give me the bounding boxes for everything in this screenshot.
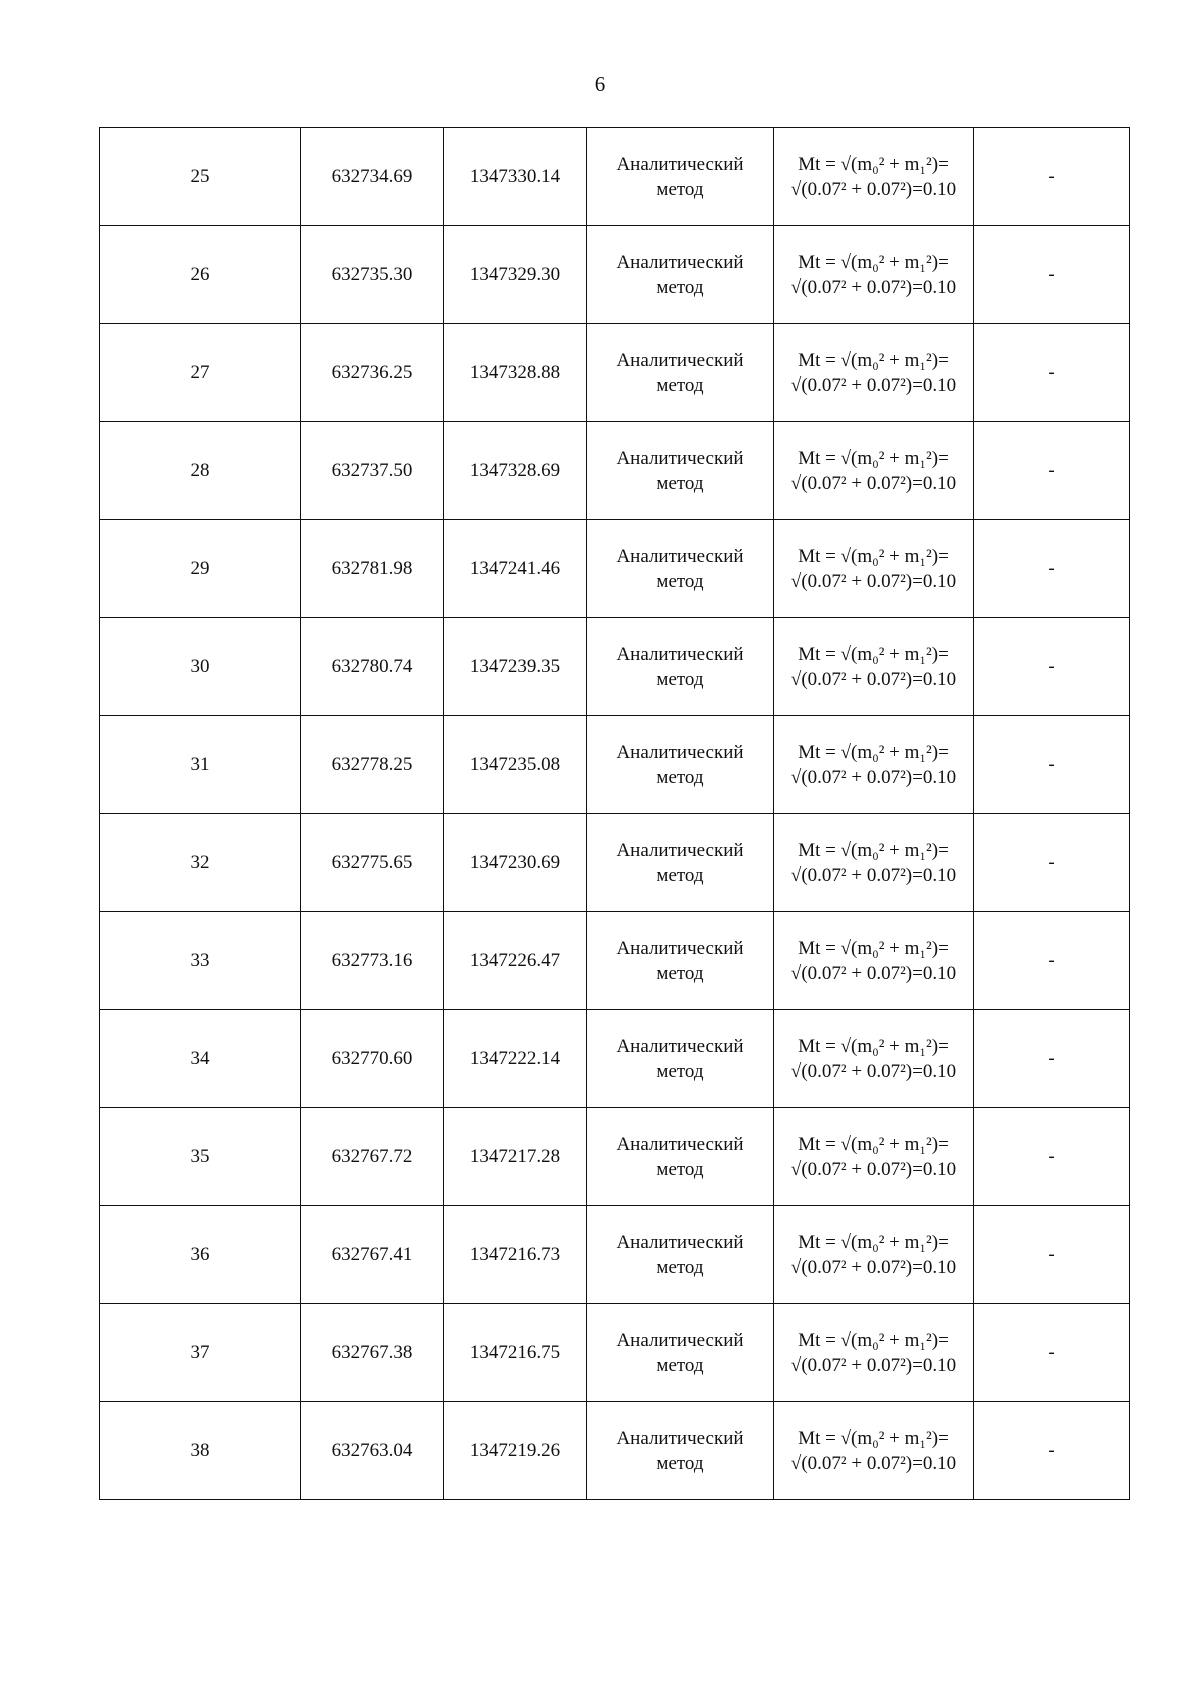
- point-number-cell: 33: [100, 912, 301, 1010]
- accuracy-formula-cell: [774, 1206, 974, 1304]
- formula-line-2: √(0.07² + 0.07²)=0.10: [790, 668, 957, 690]
- x-coordinate-cell: 632734.69: [301, 128, 444, 226]
- method-line-2: метод: [656, 962, 704, 984]
- page-number: 6: [594, 72, 606, 96]
- method-cell: [587, 1206, 774, 1304]
- y-coordinate-cell: 1347328.69: [444, 422, 587, 520]
- formula-line-2: √(0.07² + 0.07²)=0.10: [790, 864, 957, 886]
- method-line-1: Аналитический: [616, 937, 744, 959]
- table-row: [100, 1206, 1130, 1304]
- x-coordinate-cell: 632736.25: [301, 324, 444, 422]
- accuracy-formula-cell: [774, 128, 974, 226]
- x-coordinate-cell: 632778.25: [301, 716, 444, 814]
- table-row: [100, 912, 1130, 1010]
- table-row: [100, 422, 1130, 520]
- table-row: [100, 520, 1130, 618]
- method-line-2: метод: [656, 1060, 704, 1082]
- x-coordinate-cell: 632767.72: [301, 1108, 444, 1206]
- x-coordinate-cell: 632763.04: [301, 1402, 444, 1500]
- table-row: [100, 128, 1130, 226]
- point-number-cell: 30: [100, 618, 301, 716]
- accuracy-formula-cell: [774, 912, 974, 1010]
- accuracy-formula-cell: [774, 1304, 974, 1402]
- formula-line-2: √(0.07² + 0.07²)=0.10: [790, 178, 957, 200]
- formula-line-1: Mt = √(m₀² + m₁²)=: [798, 1329, 949, 1351]
- note-cell: -: [974, 814, 1130, 912]
- note-cell: -: [974, 1304, 1130, 1402]
- formula-line-1: Mt = √(m₀² + m₁²)=: [798, 251, 949, 273]
- note-cell: -: [974, 422, 1130, 520]
- x-coordinate-cell: 632780.74: [301, 618, 444, 716]
- method-line-2: метод: [656, 1452, 704, 1474]
- y-coordinate-cell: 1347216.75: [444, 1304, 587, 1402]
- formula-line-1: Mt = √(m₀² + m₁²)=: [798, 349, 949, 371]
- point-number-cell: 36: [100, 1206, 301, 1304]
- formula-line-1: Mt = √(m₀² + m₁²)=: [798, 1035, 949, 1057]
- y-coordinate-cell: 1347328.88: [444, 324, 587, 422]
- formula-line-1: Mt = √(m₀² + m₁²)=: [798, 643, 949, 665]
- formula-line-2: √(0.07² + 0.07²)=0.10: [790, 1060, 957, 1082]
- coordinates-table: [99, 127, 1130, 1500]
- point-number-cell: 31: [100, 716, 301, 814]
- table-row: [100, 1402, 1130, 1500]
- formula-line-1: Mt = √(m₀² + m₁²)=: [798, 545, 949, 567]
- formula-line-2: √(0.07² + 0.07²)=0.10: [790, 276, 957, 298]
- x-coordinate-cell: 632737.50: [301, 422, 444, 520]
- formula-line-2: √(0.07² + 0.07²)=0.10: [790, 374, 957, 396]
- method-line-2: метод: [656, 1256, 704, 1278]
- y-coordinate-cell: 1347235.08: [444, 716, 587, 814]
- point-number-cell: 28: [100, 422, 301, 520]
- method-line-2: метод: [656, 668, 704, 690]
- note-cell: -: [974, 128, 1130, 226]
- method-line-2: метод: [656, 864, 704, 886]
- method-line-2: метод: [656, 1354, 704, 1376]
- point-number-cell: 38: [100, 1402, 301, 1500]
- formula-line-1: Mt = √(m₀² + m₁²)=: [798, 153, 949, 175]
- method-cell: [587, 324, 774, 422]
- y-coordinate-cell: 1347222.14: [444, 1010, 587, 1108]
- accuracy-formula-cell: [774, 1402, 974, 1500]
- note-cell: -: [974, 1206, 1130, 1304]
- point-number-cell: 32: [100, 814, 301, 912]
- method-line-1: Аналитический: [616, 153, 744, 175]
- formula-line-1: Mt = √(m₀² + m₁²)=: [798, 1427, 949, 1449]
- table-row: [100, 1304, 1130, 1402]
- accuracy-formula-cell: [774, 422, 974, 520]
- method-line-1: Аналитический: [616, 251, 744, 273]
- formula-line-2: √(0.07² + 0.07²)=0.10: [790, 1354, 957, 1376]
- method-cell: [587, 1304, 774, 1402]
- point-number-cell: 26: [100, 226, 301, 324]
- table-row: [100, 1010, 1130, 1108]
- y-coordinate-cell: 1347226.47: [444, 912, 587, 1010]
- table-row: [100, 1108, 1130, 1206]
- method-cell: [587, 814, 774, 912]
- point-number-cell: 34: [100, 1010, 301, 1108]
- table-row: [100, 226, 1130, 324]
- method-line-2: метод: [656, 276, 704, 298]
- method-cell: [587, 1010, 774, 1108]
- x-coordinate-cell: 632735.30: [301, 226, 444, 324]
- point-number-cell: 37: [100, 1304, 301, 1402]
- accuracy-formula-cell: [774, 618, 974, 716]
- method-cell: [587, 520, 774, 618]
- method-line-1: Аналитический: [616, 1133, 744, 1155]
- accuracy-formula-cell: [774, 1108, 974, 1206]
- note-cell: -: [974, 1010, 1130, 1108]
- method-line-2: метод: [656, 374, 704, 396]
- method-line-2: метод: [656, 766, 704, 788]
- y-coordinate-cell: 1347330.14: [444, 128, 587, 226]
- y-coordinate-cell: 1347329.30: [444, 226, 587, 324]
- point-number-cell: 35: [100, 1108, 301, 1206]
- method-line-2: метод: [656, 178, 704, 200]
- method-cell: [587, 128, 774, 226]
- x-coordinate-cell: 632770.60: [301, 1010, 444, 1108]
- method-line-2: метод: [656, 570, 704, 592]
- formula-line-2: √(0.07² + 0.07²)=0.10: [790, 472, 957, 494]
- method-line-1: Аналитический: [616, 643, 744, 665]
- note-cell: -: [974, 912, 1130, 1010]
- x-coordinate-cell: 632767.41: [301, 1206, 444, 1304]
- accuracy-formula-cell: [774, 226, 974, 324]
- y-coordinate-cell: 1347241.46: [444, 520, 587, 618]
- accuracy-formula-cell: [774, 814, 974, 912]
- note-cell: -: [974, 520, 1130, 618]
- formula-line-1: Mt = √(m₀² + m₁²)=: [798, 1231, 949, 1253]
- note-cell: -: [974, 1108, 1130, 1206]
- accuracy-formula-cell: [774, 324, 974, 422]
- table-row: [100, 814, 1130, 912]
- formula-line-1: Mt = √(m₀² + m₁²)=: [798, 937, 949, 959]
- x-coordinate-cell: 632773.16: [301, 912, 444, 1010]
- formula-line-1: Mt = √(m₀² + m₁²)=: [798, 741, 949, 763]
- table-row: [100, 618, 1130, 716]
- x-coordinate-cell: 632775.65: [301, 814, 444, 912]
- method-line-2: метод: [656, 472, 704, 494]
- x-coordinate-cell: 632767.38: [301, 1304, 444, 1402]
- method-line-1: Аналитический: [616, 1035, 744, 1057]
- formula-line-2: √(0.07² + 0.07²)=0.10: [790, 962, 957, 984]
- table-row: [100, 716, 1130, 814]
- note-cell: -: [974, 618, 1130, 716]
- method-cell: [587, 912, 774, 1010]
- point-number-cell: 29: [100, 520, 301, 618]
- accuracy-formula-cell: [774, 716, 974, 814]
- accuracy-formula-cell: [774, 520, 974, 618]
- point-number-cell: 25: [100, 128, 301, 226]
- method-line-1: Аналитический: [616, 349, 744, 371]
- method-cell: [587, 716, 774, 814]
- method-line-2: метод: [656, 1158, 704, 1180]
- note-cell: -: [974, 324, 1130, 422]
- formula-line-2: √(0.07² + 0.07²)=0.10: [790, 1452, 957, 1474]
- formula-line-2: √(0.07² + 0.07²)=0.10: [790, 1256, 957, 1278]
- accuracy-formula-cell: [774, 1010, 974, 1108]
- method-cell: [587, 1402, 774, 1500]
- method-cell: [587, 618, 774, 716]
- table-row: [100, 324, 1130, 422]
- method-cell: [587, 226, 774, 324]
- x-coordinate-cell: 632781.98: [301, 520, 444, 618]
- table-body: [100, 128, 1130, 1500]
- method-line-1: Аналитический: [616, 545, 744, 567]
- formula-line-2: √(0.07² + 0.07²)=0.10: [790, 1158, 957, 1180]
- note-cell: -: [974, 226, 1130, 324]
- note-cell: -: [974, 1402, 1130, 1500]
- formula-line-1: Mt = √(m₀² + m₁²)=: [798, 447, 949, 469]
- method-line-1: Аналитический: [616, 447, 744, 469]
- y-coordinate-cell: 1347216.73: [444, 1206, 587, 1304]
- y-coordinate-cell: 1347230.69: [444, 814, 587, 912]
- method-line-1: Аналитический: [616, 1329, 744, 1351]
- y-coordinate-cell: 1347217.28: [444, 1108, 587, 1206]
- formula-line-2: √(0.07² + 0.07²)=0.10: [790, 766, 957, 788]
- method-line-1: Аналитический: [616, 839, 744, 861]
- method-line-1: Аналитический: [616, 1231, 744, 1253]
- note-cell: -: [974, 716, 1130, 814]
- method-cell: [587, 1108, 774, 1206]
- point-number-cell: 27: [100, 324, 301, 422]
- formula-line-2: √(0.07² + 0.07²)=0.10: [790, 570, 957, 592]
- method-line-1: Аналитический: [616, 741, 744, 763]
- y-coordinate-cell: 1347219.26: [444, 1402, 587, 1500]
- method-cell: [587, 422, 774, 520]
- formula-line-1: Mt = √(m₀² + m₁²)=: [798, 1133, 949, 1155]
- y-coordinate-cell: 1347239.35: [444, 618, 587, 716]
- formula-line-1: Mt = √(m₀² + m₁²)=: [798, 839, 949, 861]
- method-line-1: Аналитический: [616, 1427, 744, 1449]
